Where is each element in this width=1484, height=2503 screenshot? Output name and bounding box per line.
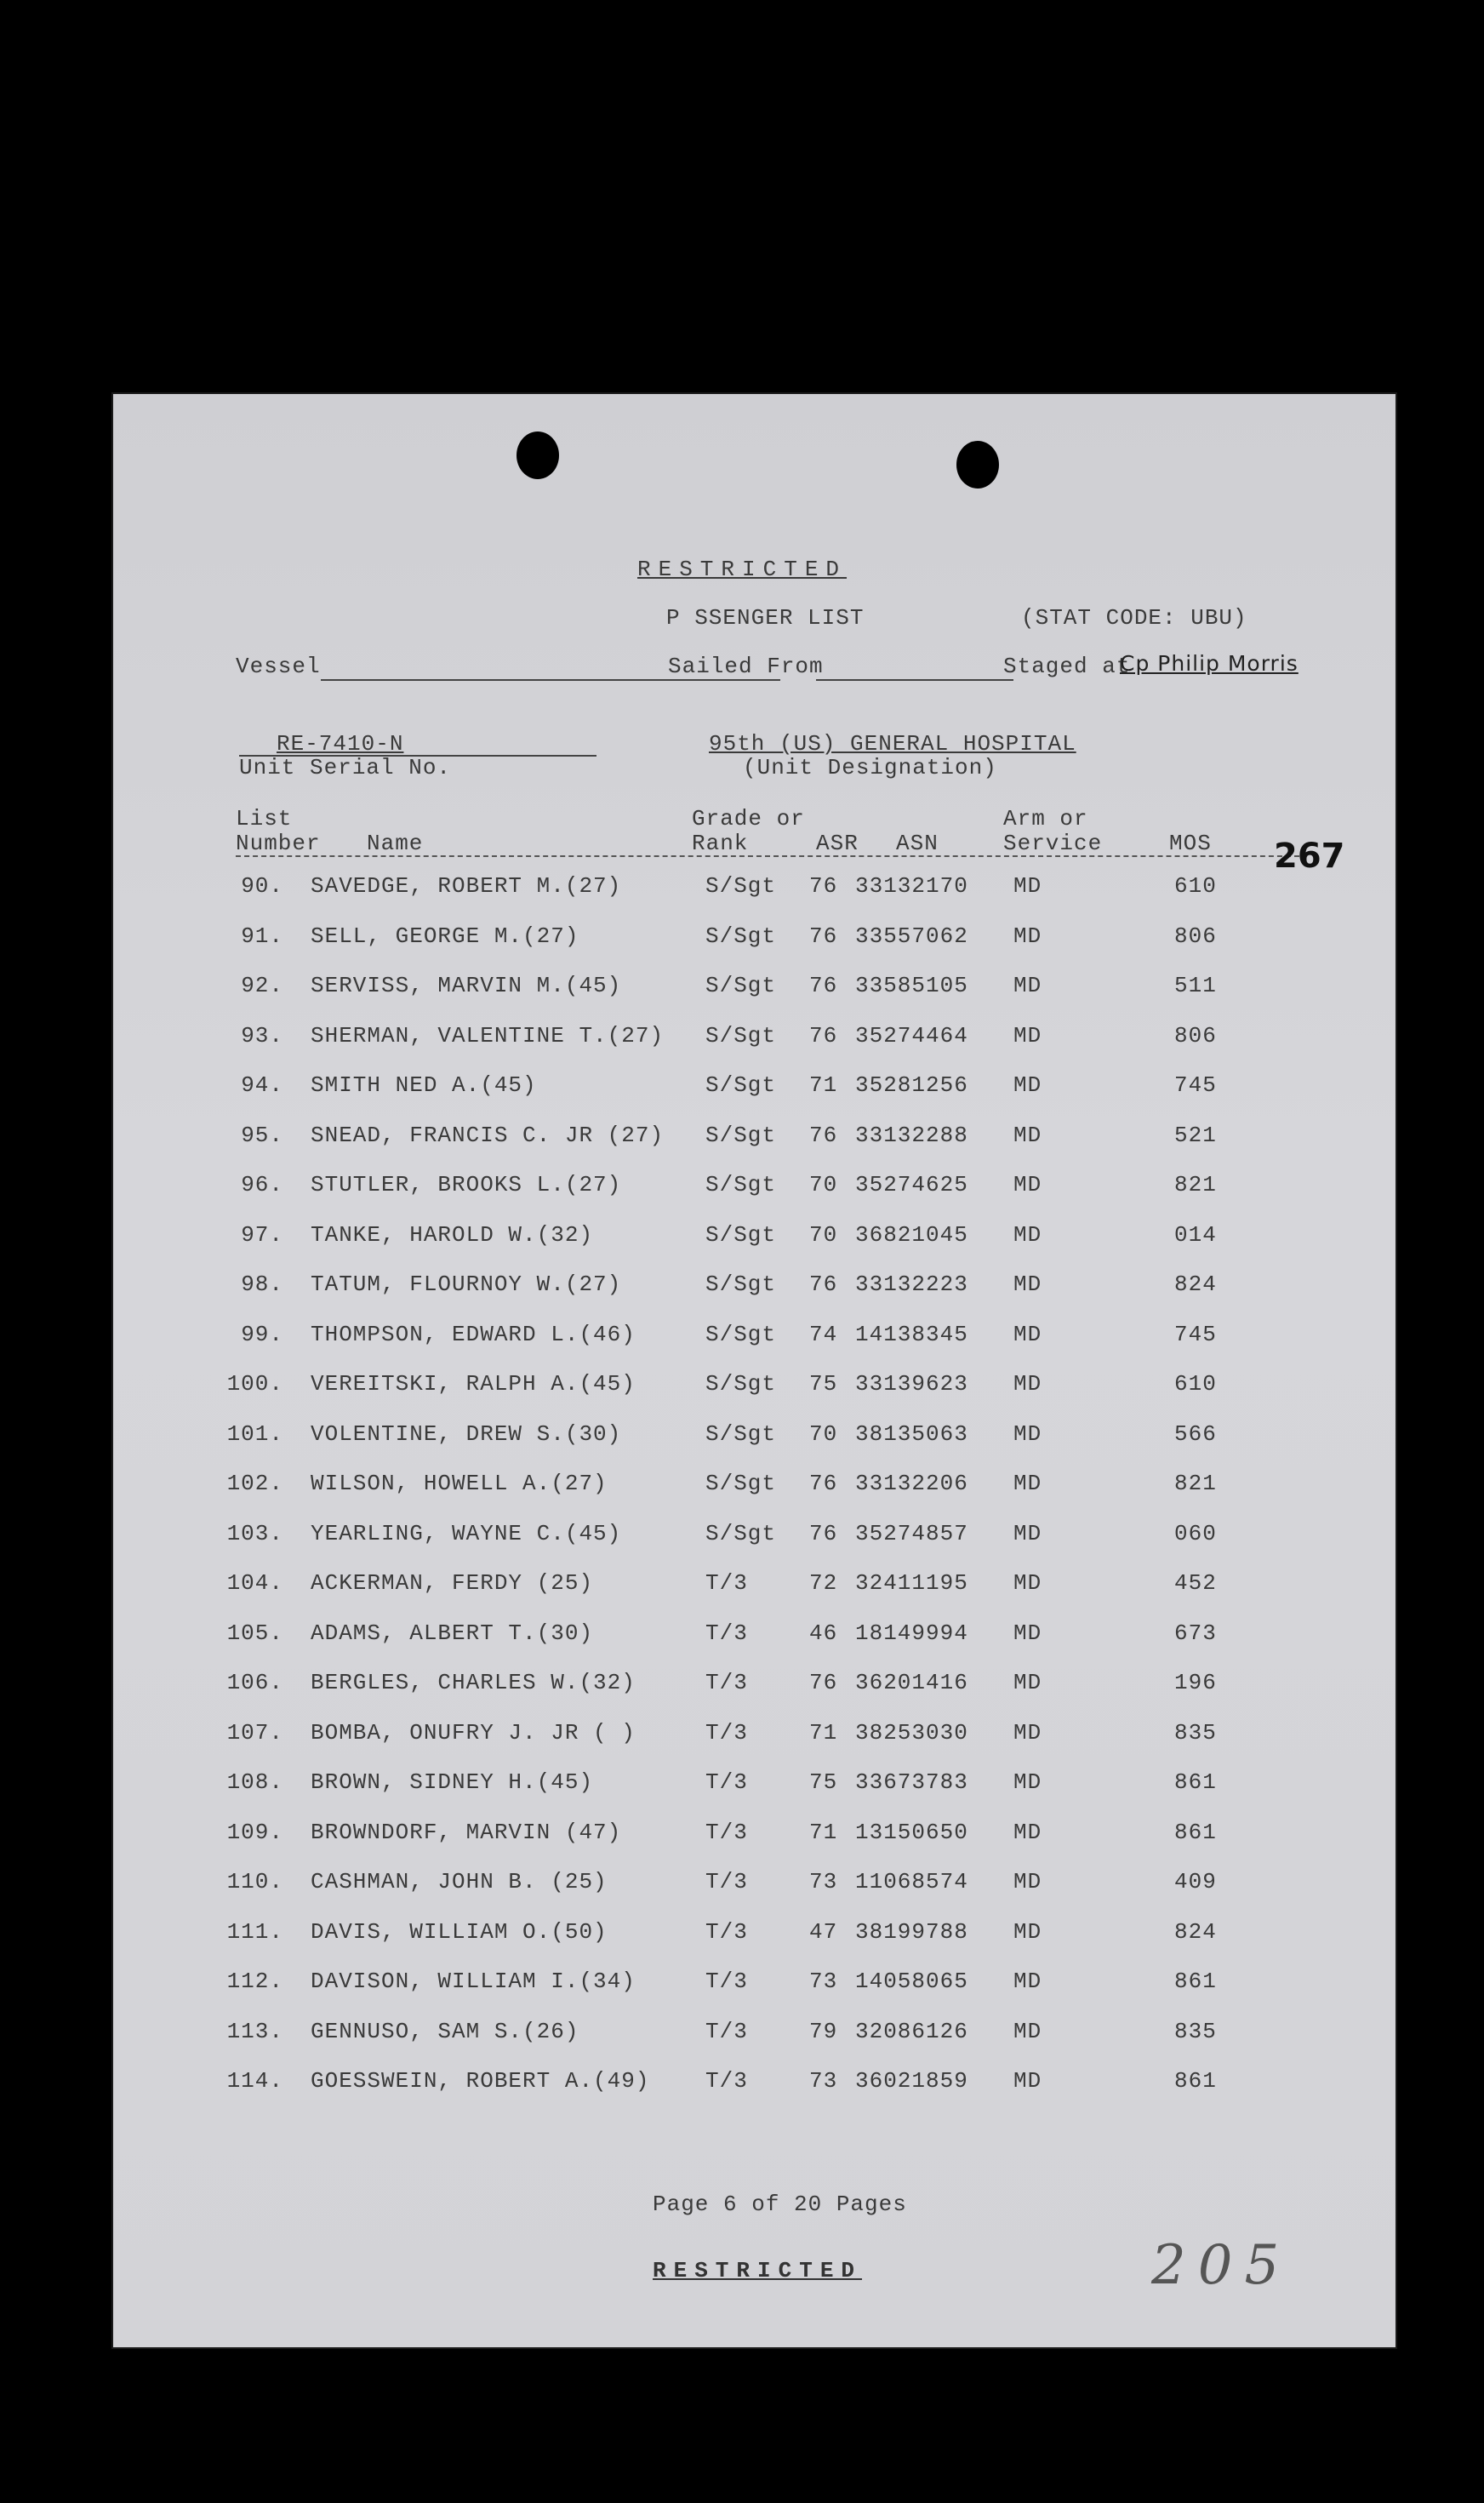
row-name: SAVEDGE, ROBERT M.(27) [311,873,622,899]
table-row [113,1222,1396,1272]
row-number: 102. [226,1471,283,1496]
row-number: 111. [226,1918,283,1945]
row-mos: 824 [1174,1918,1217,1945]
row-name: GOESSWEIN, ROBERT A.(49) [311,2068,650,2094]
row-grade: T/3 [705,1570,748,1596]
row-mos: 673 [1174,1620,1217,1646]
row-number: 113. [226,2018,283,2044]
row-asn: 18149994 [855,1620,968,1646]
col-arm-top: Arm or [1003,806,1088,831]
row-mos: 610 [1174,1371,1217,1397]
row-number: 104. [226,1570,283,1596]
row-grade: S/Sgt [705,1321,777,1347]
row-name: ACKERMAN, FERDY (25) [311,1570,594,1596]
row-asr: 71 [809,1719,838,1746]
row-number: 106. [226,1670,283,1695]
sailed-from-line [816,679,1013,681]
row-arm: MD [1013,1719,1042,1746]
row-name: SERVISS, MARVIN M.(45) [311,973,622,998]
row-arm: MD [1013,1420,1042,1447]
restricted-header: RESTRICTED [637,557,848,582]
row-arm: MD [1013,1122,1042,1148]
row-grade: T/3 [705,1969,748,1994]
row-asn: 35274625 [855,1172,968,1197]
row-asr: 73 [809,1969,838,1994]
table-row [113,1521,1396,1570]
row-mos: 821 [1174,1172,1217,1197]
row-name: BROWNDORF, MARVIN (47) [311,1819,622,1845]
row-grade: S/Sgt [705,1420,777,1447]
list-title: P SSENGER LIST [666,605,865,631]
row-number: 100. [226,1371,283,1397]
row-asr: 76 [809,1022,838,1049]
row-arm: MD [1013,973,1042,998]
row-mos: 821 [1174,1471,1217,1496]
row-mos: 745 [1174,1321,1217,1347]
table-row [113,1720,1396,1769]
row-grade: S/Sgt [705,973,777,998]
row-number: 107. [226,1719,283,1746]
row-name: WILSON, HOWELL A.(27) [311,1471,608,1496]
row-arm: MD [1013,1969,1042,1994]
table-row [113,1820,1396,1869]
row-mos: 824 [1174,1272,1217,1297]
row-mos: 806 [1174,923,1217,949]
row-asn: 14058065 [855,1969,968,1994]
row-asr: 75 [809,1371,838,1397]
row-mos: 409 [1174,1869,1217,1894]
row-arm: MD [1013,1570,1042,1596]
row-asr: 71 [809,1072,838,1098]
row-arm: MD [1013,923,1042,949]
row-number: 94. [241,1072,283,1098]
row-asn: 38199788 [855,1918,968,1945]
col-list-bottom: Number [236,831,321,856]
table-row [113,1421,1396,1471]
row-name: BROWN, SIDNEY H.(45) [311,1769,594,1795]
row-mos: 566 [1174,1420,1217,1447]
row-number: 112. [226,1969,283,1994]
row-grade: T/3 [705,1719,748,1746]
page-number: Page 6 of 20 Pages [653,2192,907,2217]
document-page [113,394,1396,2347]
table-row [113,1123,1396,1172]
unit-designation-label: (Unit Designation) [743,755,997,780]
row-asr: 75 [809,1769,838,1795]
table-row [113,2068,1396,2117]
row-asr: 76 [809,873,838,899]
table-row [113,1371,1396,1420]
row-mos: 610 [1174,873,1217,899]
row-name: VOLENTINE, DREW S.(30) [311,1420,622,1447]
sailed-from-label: Sailed From [668,654,824,679]
table-row [113,873,1396,923]
vessel-label: Vessel [236,654,321,679]
row-arm: MD [1013,1471,1042,1496]
row-asn: 35274464 [855,1022,968,1049]
row-grade: T/3 [705,2068,748,2094]
row-asn: 33132223 [855,1272,968,1297]
unit-designation-value: 95th (US) GENERAL HOSPITAL [709,731,1076,757]
row-asr: 76 [809,1122,838,1148]
row-grade: T/3 [705,1620,748,1646]
row-asn: 33132206 [855,1471,968,1496]
row-mos: 835 [1174,2018,1217,2044]
row-grade: S/Sgt [705,1122,777,1148]
row-number: 91. [241,923,283,949]
unit-serial-label: Unit Serial No. [239,755,452,780]
row-asn: 33557062 [855,923,968,949]
row-asr: 47 [809,1918,838,1945]
row-mos: 511 [1174,973,1217,998]
table-row [113,1869,1396,1918]
table-row [113,1769,1396,1819]
col-list-top: List [236,806,293,831]
row-mos: 745 [1174,1072,1217,1098]
row-number: 109. [226,1819,283,1845]
table-row [113,1570,1396,1620]
row-arm: MD [1013,2068,1042,2094]
column-header-rule [236,855,1299,857]
col-asn: ASN [896,831,939,856]
row-asr: 46 [809,1620,838,1646]
row-name: SNEAD, FRANCIS C. JR (27) [311,1122,665,1148]
row-asn: 35281256 [855,1072,968,1098]
table-row [113,2019,1396,2068]
row-number: 114. [226,2068,283,2094]
row-grade: S/Sgt [705,923,777,949]
row-name: DAVIS, WILLIAM O.(50) [311,1918,608,1945]
row-name: DAVISON, WILLIAM I.(34) [311,1969,636,1994]
staged-at-label: Staged at [1003,654,1131,679]
row-name: STUTLER, BROOKS L.(27) [311,1172,622,1197]
row-name: SELL, GEORGE M.(27) [311,923,579,949]
staged-at-value: Cp Philip Morris [1120,651,1298,676]
row-arm: MD [1013,1022,1042,1049]
row-number: 92. [241,973,283,998]
row-number: 105. [226,1620,283,1646]
row-name: TATUM, FLOURNOY W.(27) [311,1272,622,1297]
row-mos: 452 [1174,1570,1217,1596]
row-mos: 861 [1174,2068,1217,2094]
row-number: 93. [241,1022,283,1049]
row-name: BOMBA, ONUFRY J. JR ( ) [311,1719,636,1746]
row-asr: 70 [809,1420,838,1447]
row-grade: S/Sgt [705,1520,777,1546]
row-asn: 33132288 [855,1122,968,1148]
unit-serial-value: RE-7410-N [277,731,404,757]
row-grade: S/Sgt [705,1022,777,1049]
row-arm: MD [1013,1221,1042,1248]
row-asn: 38253030 [855,1719,968,1746]
row-name: SMITH NED A.(45) [311,1072,537,1098]
row-asn: 38135063 [855,1420,968,1447]
col-mos: MOS [1169,831,1212,856]
row-arm: MD [1013,1272,1042,1297]
row-asn: 14138345 [855,1321,968,1347]
row-asn: 33673783 [855,1769,968,1795]
row-number: 98. [241,1272,283,1297]
row-name: CASHMAN, JOHN B. (25) [311,1869,608,1894]
row-mos: 861 [1174,1819,1217,1845]
row-name: VEREITSKI, RALPH A.(45) [311,1371,636,1397]
row-asn: 11068574 [855,1869,968,1894]
restricted-footer: RESTRICTED [653,2258,863,2283]
row-grade: T/3 [705,2018,748,2044]
row-asn: 36201416 [855,1670,968,1695]
row-arm: MD [1013,1769,1042,1795]
row-grade: T/3 [705,1869,748,1894]
row-arm: MD [1013,2018,1042,2044]
table-row [113,1620,1396,1670]
row-name: YEARLING, WAYNE C.(45) [311,1520,622,1546]
row-mos: 060 [1174,1520,1217,1546]
row-grade: T/3 [705,1819,748,1845]
row-grade: S/Sgt [705,1221,777,1248]
row-arm: MD [1013,1819,1042,1845]
row-arm: MD [1013,1520,1042,1546]
row-number: 108. [226,1769,283,1795]
row-asn: 35274857 [855,1520,968,1546]
row-number: 99. [241,1321,283,1347]
handwritten-number: 205 [1151,2234,1292,2297]
row-arm: MD [1013,1918,1042,1945]
row-asr: 73 [809,1869,838,1894]
row-grade: S/Sgt [705,1072,777,1098]
table-row [113,1322,1396,1371]
row-asr: 76 [809,923,838,949]
row-name: TANKE, HAROLD W.(32) [311,1221,594,1248]
table-row [113,973,1396,1022]
row-name: SHERMAN, VALENTINE T.(27) [311,1022,665,1049]
row-arm: MD [1013,873,1042,899]
row-mos: 861 [1174,1769,1217,1795]
row-number: 103. [226,1520,283,1546]
row-mos: 835 [1174,1719,1217,1746]
row-number: 90. [241,873,283,899]
row-asr: 76 [809,973,838,998]
row-asn: 33585105 [855,973,968,998]
row-number: 101. [226,1420,283,1447]
row-asr: 70 [809,1172,838,1197]
row-asn: 36821045 [855,1221,968,1248]
table-row [113,1471,1396,1520]
row-asr: 76 [809,1471,838,1496]
table-row [113,1670,1396,1719]
row-mos: 521 [1174,1122,1217,1148]
col-asr: ASR [816,831,859,856]
row-grade: S/Sgt [705,1471,777,1496]
punch-hole-right [956,441,999,489]
table-row [113,1919,1396,1969]
row-name: BERGLES, CHARLES W.(32) [311,1670,636,1695]
row-number: 96. [241,1172,283,1197]
row-grade: S/Sgt [705,1272,777,1297]
row-grade: T/3 [705,1769,748,1795]
row-arm: MD [1013,1172,1042,1197]
col-arm-bottom: Service [1003,831,1103,856]
row-grade: T/3 [705,1918,748,1945]
row-arm: MD [1013,1072,1042,1098]
table-row [113,1172,1396,1221]
row-asn: 33132170 [855,873,968,899]
row-asn: 32086126 [855,2018,968,2044]
row-asn: 33139623 [855,1371,968,1397]
row-asn: 36021859 [855,2068,968,2094]
row-asr: 71 [809,1819,838,1845]
row-arm: MD [1013,1620,1042,1646]
row-asr: 79 [809,2018,838,2044]
row-asn: 13150650 [855,1819,968,1845]
table-row [113,1969,1396,2018]
row-asn: 32411195 [855,1570,968,1596]
row-mos: 014 [1174,1221,1217,1248]
row-name: GENNUSO, SAM S.(26) [311,2018,579,2044]
row-grade: S/Sgt [705,873,777,899]
row-grade: T/3 [705,1670,748,1695]
row-asr: 76 [809,1670,838,1695]
row-arm: MD [1013,1869,1042,1894]
row-asr: 72 [809,1570,838,1596]
row-number: 97. [241,1221,283,1248]
row-number: 110. [226,1869,283,1894]
col-name: Name [367,831,424,856]
row-grade: S/Sgt [705,1172,777,1197]
row-asr: 73 [809,2068,838,2094]
row-name: THOMPSON, EDWARD L.(46) [311,1321,636,1347]
row-asr: 76 [809,1272,838,1297]
row-mos: 196 [1174,1670,1217,1695]
table-row [113,1023,1396,1072]
table-row [113,1072,1396,1122]
stamp-number: 267 [1274,837,1345,876]
row-name: ADAMS, ALBERT T.(30) [311,1620,594,1646]
row-asr: 74 [809,1321,838,1347]
table-row [113,1272,1396,1321]
col-grade-top: Grade or [692,806,805,831]
row-mos: 806 [1174,1022,1217,1049]
col-grade-bottom: Rank [692,831,749,856]
punch-hole-left [517,431,559,479]
row-asr: 70 [809,1221,838,1248]
table-row [113,923,1396,973]
stat-code: (STAT CODE: UBU) [1021,605,1247,631]
row-asr: 76 [809,1520,838,1546]
row-arm: MD [1013,1371,1042,1397]
vessel-line [321,679,780,681]
row-arm: MD [1013,1321,1042,1347]
row-arm: MD [1013,1670,1042,1695]
row-number: 95. [241,1122,283,1148]
row-mos: 861 [1174,1969,1217,1994]
row-grade: S/Sgt [705,1371,777,1397]
